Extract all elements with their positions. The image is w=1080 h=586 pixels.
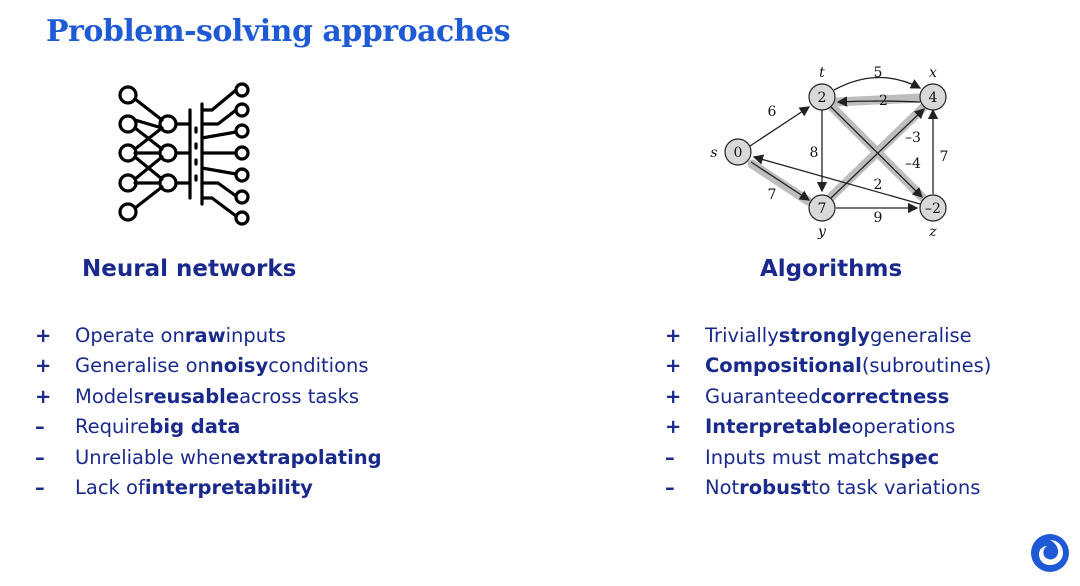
slide-title: Problem-solving approaches [46, 14, 511, 49]
graph-label-y: y [818, 224, 826, 240]
plus-icon: + [665, 323, 682, 347]
list-item: + Trivially strongly generalise [665, 323, 972, 347]
graph-label-z: z [929, 224, 937, 240]
shortest-path-graph [700, 60, 970, 245]
plus-icon: + [35, 323, 52, 347]
graph-weight-t-y: 8 [809, 145, 819, 161]
graph-node-z-value: –2 [925, 201, 941, 217]
list-item: + Guaranteed correctness [665, 384, 950, 408]
graph-weight-t-z: –4 [905, 156, 921, 172]
graph-label-t: t [819, 65, 825, 81]
plus-icon: + [35, 384, 52, 408]
plus-icon: + [665, 354, 682, 378]
graph-label-x: x [929, 65, 937, 81]
neural-networks-list [35, 320, 382, 503]
plus-icon: + [665, 384, 682, 408]
list-item: – Require big data [35, 415, 241, 439]
plus-icon: + [35, 354, 52, 378]
neural-networks-heading: Neural networks [82, 256, 297, 282]
graph-weight-s-t: 6 [767, 104, 777, 120]
list-item: – Not robust to task variations [665, 476, 981, 500]
graph-node-x-value: 4 [928, 90, 938, 106]
list-item: + Interpretable operations [665, 415, 956, 439]
graph-weight-z-x: 7 [939, 149, 949, 165]
list-item: + Generalise on noisy conditions [35, 354, 369, 378]
algorithms-list [665, 320, 991, 503]
minus-icon: – [665, 476, 675, 500]
graph-weight-s-y: 7 [767, 187, 777, 203]
deepmind-logo-icon [1030, 533, 1070, 573]
graph-edge-s-y [751, 162, 809, 200]
minus-icon: – [35, 476, 45, 500]
list-item: + Models reusable across tasks [35, 384, 359, 408]
list-item: + Compositional (subroutines) [665, 354, 992, 378]
neural-network-icon [108, 80, 258, 228]
graph-weight-z-s: 2 [873, 177, 883, 193]
minus-icon: – [35, 415, 45, 439]
list-item: – Lack of interpretability [35, 476, 313, 500]
list-item: – Inputs must match spec [665, 445, 940, 469]
minus-icon: – [35, 445, 45, 469]
plus-icon: + [665, 415, 682, 439]
graph-weight-y-z: 9 [873, 210, 883, 226]
graph-weight-x-t: –2 [872, 93, 888, 109]
graph-weight-t-x: 5 [873, 65, 883, 81]
list-item: + Operate on raw inputs [35, 323, 286, 347]
list-item: – Unreliable when extrapolating [35, 445, 382, 469]
graph-node-y-value: 7 [817, 201, 827, 217]
graph-label-s: s [710, 145, 718, 161]
graph-node-t-value: 2 [817, 90, 827, 106]
graph-weight-y-x: –3 [905, 130, 921, 146]
graph-edge-s-t [750, 107, 809, 146]
graph-node-s-value: 0 [733, 145, 743, 161]
algorithms-heading: Algorithms [760, 256, 903, 282]
minus-icon: – [665, 445, 675, 469]
